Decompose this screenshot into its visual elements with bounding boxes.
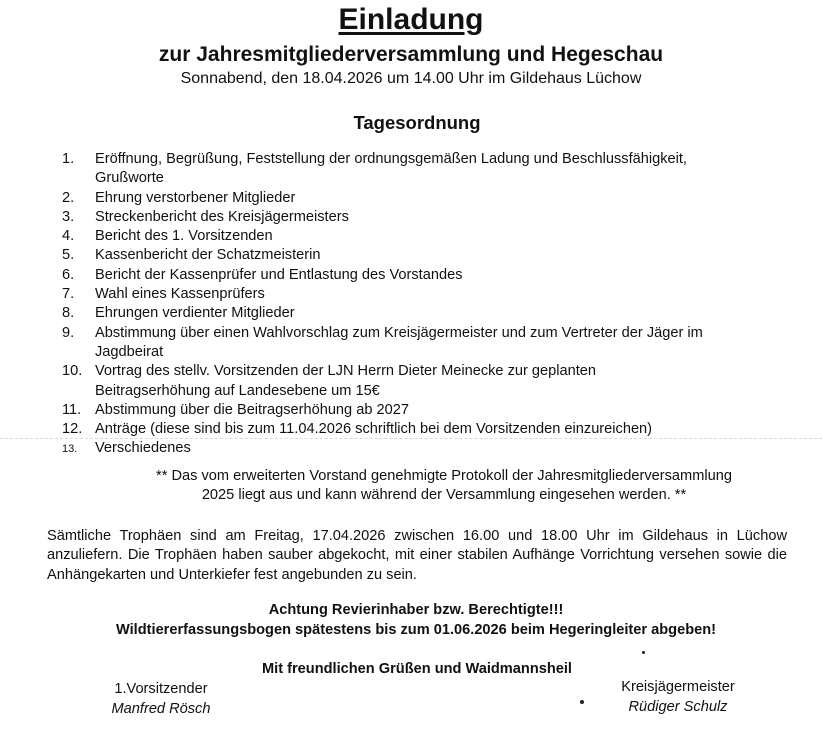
- agenda-item: [62, 324, 802, 363]
- agenda-item-text: Abstimmung über einen Wahlvorschlag zum Kreisjägermeister und zum Vertreter der Jäger im: [95, 324, 703, 341]
- protocol-note-line-2: 2025 liegt aus und kann während der Versammlung eingesehen werden. **: [201, 487, 687, 503]
- event-date-location: Sonnabend, den 18.04.2026 um 14.00 Uhr im Gildehaus Lüchow: [180, 70, 642, 87]
- agenda-item: [62, 439, 802, 458]
- signature-name: Manfred Rösch: [111, 700, 211, 717]
- protocol-note-line-1: ** Das vom erweiterten Vorstand genehmigte Protokoll der Jahresmitgliederversammlung: [156, 468, 732, 484]
- attention-notice-line-1: Achtung Revierinhaber bzw. Berechtigte!!!: [268, 602, 564, 618]
- agenda-item: [62, 208, 802, 227]
- agenda-item-number: 6.: [62, 266, 75, 283]
- signature-role: 1.Vorsitzender: [114, 681, 208, 697]
- agenda-item-number: 10.: [62, 363, 83, 380]
- agenda-item-text: Verschiedenes: [95, 440, 191, 457]
- agenda-item-text: Grußworte: [95, 170, 164, 187]
- agenda-item-text: Anträge (diese sind bis zum 11.04.2026 schriftlich bei dem Vorsitzenden einzureichen): [95, 421, 653, 438]
- agenda-item: [62, 304, 802, 323]
- agenda-item-text: Eröffnung, Begrüßung, Feststellung der ordnungsgemäßen Ladung und Beschlussfähigkeit,: [95, 151, 687, 167]
- scan-speck: [580, 700, 584, 704]
- signature-role: Kreisjägermeister: [621, 679, 735, 695]
- attention-notice: [0, 601, 822, 640]
- agenda-item-text: Vortrag des stellv. Vorsitzenden der LJN Herrn Dieter Meinecke zur geplanten: [95, 363, 597, 380]
- agenda-item-number: 1.: [62, 151, 75, 167]
- agenda-item-text: Wahl eines Kassenprüfers: [95, 286, 265, 303]
- agenda-item-number: 12.: [62, 421, 83, 438]
- agenda-item-number: 13.: [62, 443, 78, 456]
- agenda-item-number: 2.: [62, 189, 75, 206]
- signature-name: Rüdiger Schulz: [628, 698, 728, 715]
- protocol-note: [0, 467, 822, 505]
- agenda-item-text: Kassenbericht der Schatzmeisterin: [95, 247, 321, 264]
- trophies-paragraph: Sämtliche Trophäen sind am Freitag, 17.04.2026 zwischen 16.00 und 18.00 Uhr im Gildehaus in Lüchow anzuliefern. Die Trophäen haben sauber abgekocht, mit einer stabilen Aufhänge Vorrichtung versehen sowie die Anhängekarten und Unterkiefer fest angebunden zu sein.: [47, 528, 787, 583]
- agenda-item-number: 5.: [62, 247, 75, 264]
- closing-greeting: Mit freundlichen Grüßen und Waidmannsheil: [262, 661, 572, 677]
- agenda-item-text: Ehrungen verdienter Mitglieder: [95, 305, 295, 322]
- agenda-item: [62, 362, 802, 401]
- agenda-item-text: Jagdbeirat: [95, 343, 164, 360]
- agenda-item-number: 3.: [62, 208, 75, 225]
- signature-block-chairman: [96, 680, 226, 719]
- agenda-item-text: Bericht der Kassenprüfer und Entlastung des Vorstandes: [95, 266, 463, 283]
- agenda-item-number: 7.: [62, 286, 75, 303]
- agenda-item-text: Ehrung verstorbener Mitglieder: [95, 189, 296, 206]
- agenda-item: [62, 401, 802, 420]
- agenda-item: [62, 150, 802, 189]
- agenda-item: [62, 266, 802, 285]
- attention-notice-line-2: Wildtiererfassungsbogen spätestens bis zum 01.06.2026 beim Hegeringleiter abgeben!: [115, 621, 717, 638]
- agenda-item: [62, 189, 802, 208]
- agenda-item-number: 8.: [62, 305, 75, 322]
- signature-block-kreisjaegermeister: [598, 678, 758, 717]
- agenda-item-text: Beitragserhöhung auf Landesebene um 15€: [95, 382, 380, 399]
- scan-artifact-line: [0, 438, 822, 439]
- agenda-heading: Tagesordnung: [353, 112, 481, 133]
- document-title: Einladung: [338, 3, 484, 36]
- scan-speck: [642, 651, 645, 654]
- agenda-item: [62, 246, 802, 265]
- agenda-item: [62, 227, 802, 246]
- agenda-item-number: 11.: [62, 401, 82, 418]
- agenda-list: [62, 150, 802, 459]
- agenda-item: [62, 285, 802, 304]
- document-subtitle: zur Jahresmitgliederversammlung und Hegeschau: [158, 43, 664, 66]
- agenda-item-text: Bericht des 1. Vorsitzenden: [95, 228, 273, 245]
- agenda-item-number: 9.: [62, 324, 75, 341]
- agenda-item: [62, 420, 802, 439]
- agenda-item-number: 4.: [62, 228, 75, 245]
- agenda-item-text: Abstimmung über die Beitragserhöhung ab 2027: [95, 401, 409, 418]
- agenda-item-text: Streckenbericht des Kreisjägermeisters: [95, 208, 349, 225]
